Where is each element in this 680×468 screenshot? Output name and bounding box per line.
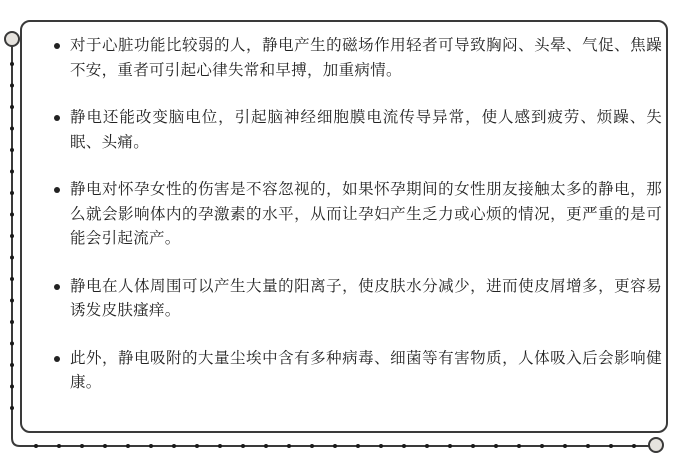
list-item: 对于心脏功能比较弱的人，静电产生的磁场作用轻者可导致胸闷、头晕、气促、焦躁不安，重者可引起心律失常和早搏，加重病情。 [48,33,662,82]
decorative-dot [80,444,84,448]
decorative-dot [10,363,14,367]
decorative-dot [10,256,14,260]
bottom-right-knob [649,438,663,452]
decorative-dot [356,444,360,448]
decorative-dot [57,444,61,448]
decorative-dot [10,191,14,195]
decorative-dot [172,444,176,448]
decorative-dot [10,277,14,281]
bullet-list [48,33,662,395]
decorative-dot [10,62,14,66]
decorative-dot [10,84,14,88]
decorative-dot [264,444,268,448]
decorative-dot [586,444,590,448]
list-item: 此外，静电吸附的大量尘埃中含有多种病毒、细菌等有害物质，人体吸入后会影响健康。 [48,346,662,395]
decorative-dot [10,170,14,174]
decorative-dot [10,385,14,389]
decorative-dot [103,444,107,448]
decorative-dot [10,234,14,238]
decorative-dot [494,444,498,448]
decorative-dot [540,444,544,448]
list-item: 静电还能改变脑电位，引起脑神经细胞膜电流传导异常，使人感到疲劳、烦躁、失眠、头痛。 [48,105,662,154]
decorative-dot [241,444,245,448]
decorative-dot [333,444,337,448]
decorative-dot [218,444,222,448]
decorative-dot [517,444,521,448]
decorative-dot [10,213,14,217]
list-item: 静电在人体周围可以产生大量的阳离子，使皮肤水分减少，进而使皮屑增多，更容易诱发皮肤瘙痒。 [48,274,662,323]
decorative-dot [10,105,14,109]
decorative-dot [425,444,429,448]
decorative-dot [149,444,153,448]
decorative-dot [448,444,452,448]
decorative-dot [195,444,199,448]
top-left-knob [5,32,19,46]
decorative-dot [379,444,383,448]
content-area [48,33,662,418]
decorative-dot [310,444,314,448]
decorative-dot [563,444,567,448]
decorative-dot [10,342,14,346]
decorative-dot [10,299,14,303]
decorative-dot [126,444,130,448]
decorative-dot [471,444,475,448]
decorative-dot [10,320,14,324]
list-item: 静电对怀孕女性的伤害是不容忽视的，如果怀孕期间的女性朋友接触太多的静电，那么就会影响体内的孕激素的水平，从而让孕妇产生乏力或心烦的情况，更严重的是可能会引起流产。 [48,177,662,251]
decorative-dot [10,406,14,410]
decorative-dot [402,444,406,448]
decorative-dot [10,148,14,152]
decorative-dot [287,444,291,448]
decorative-dot [10,127,14,131]
decorative-dot [34,444,38,448]
decorative-dot [609,444,613,448]
decorative-dot [632,444,636,448]
